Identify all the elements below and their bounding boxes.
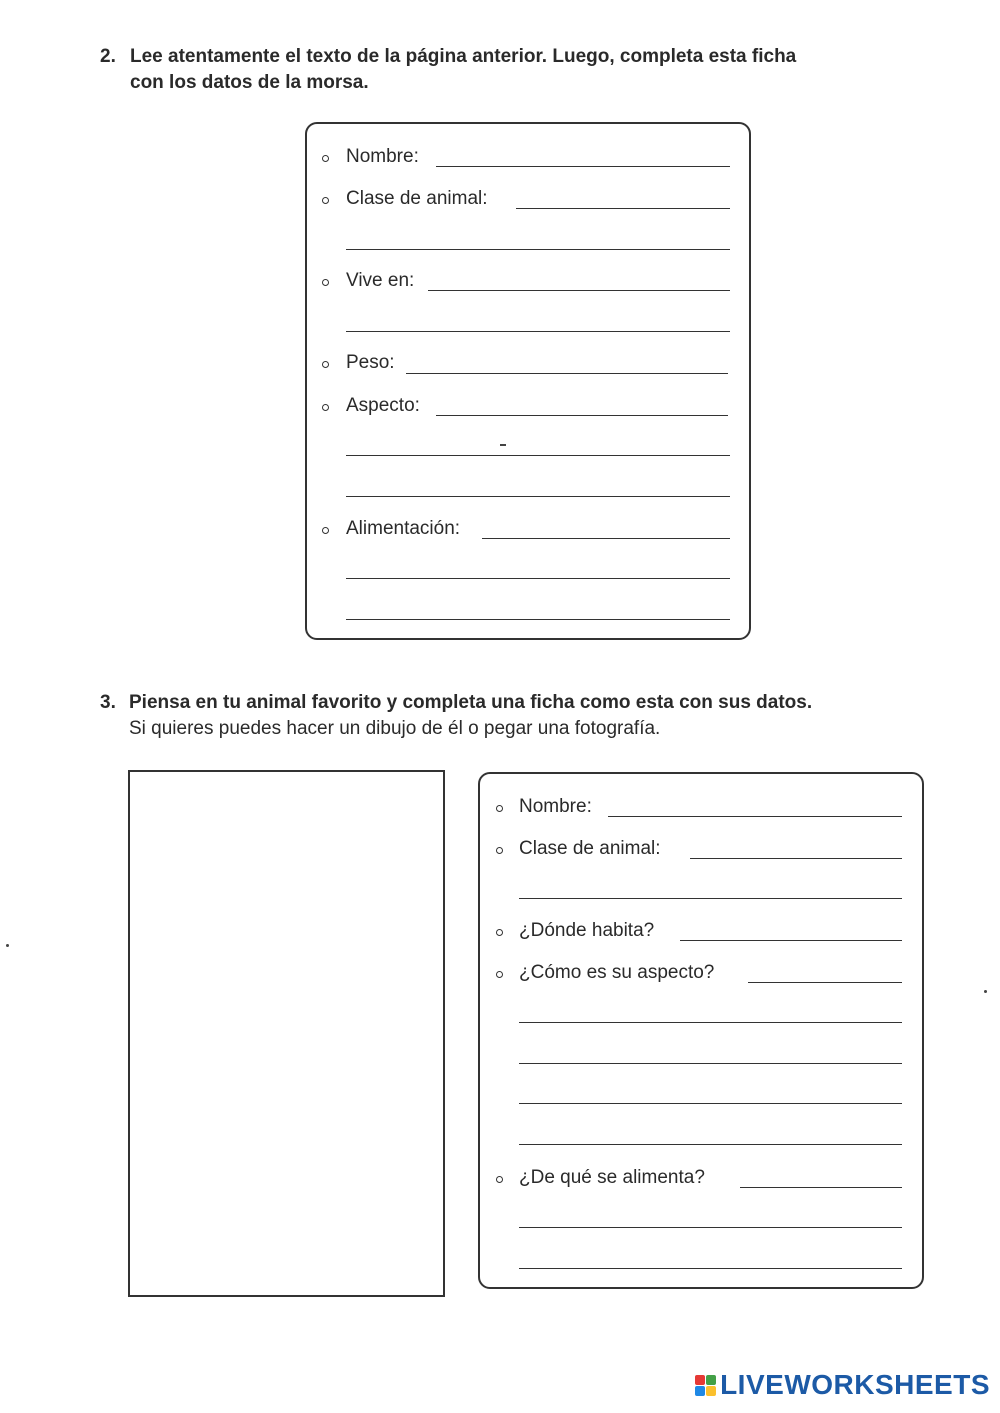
answer-line[interactable] <box>436 415 728 416</box>
brand-text: LIVEWORKSHEETS <box>720 1369 990 1400</box>
answer-line[interactable] <box>680 940 902 941</box>
answer-line[interactable] <box>428 290 730 291</box>
field-label: Aspecto: <box>346 395 420 416</box>
liveworksheets-logo <box>695 1369 990 1401</box>
field-label: Alimentación: <box>346 518 461 539</box>
bullet <box>496 847 503 854</box>
answer-line[interactable] <box>346 619 730 620</box>
field-label: Clase de animal: <box>519 838 661 859</box>
field-label: Nombre: <box>519 796 592 817</box>
answer-line[interactable] <box>519 1268 902 1269</box>
instruction-line: Si quieres puedes hacer un dibujo de él o pegar una fotografía. <box>129 718 661 739</box>
answer-line[interactable] <box>519 1144 902 1145</box>
bullet <box>496 805 503 812</box>
answer-line[interactable] <box>740 1187 902 1188</box>
answer-line[interactable] <box>519 898 902 899</box>
answer-line[interactable] <box>519 1227 902 1228</box>
answer-line[interactable] <box>519 1103 902 1104</box>
field-label: Nombre: <box>346 146 419 167</box>
answer-line[interactable] <box>748 982 902 983</box>
scan-mark <box>6 944 9 947</box>
liveworksheets-logo-icon <box>695 1375 716 1396</box>
answer-line[interactable] <box>346 331 730 332</box>
answer-line[interactable] <box>436 166 730 167</box>
answer-line[interactable] <box>690 858 902 859</box>
answer-line[interactable] <box>519 1022 902 1023</box>
answer-line[interactable] <box>346 455 730 456</box>
field-label: Clase de animal: <box>346 188 488 209</box>
field-label: Vive en: <box>346 270 415 291</box>
answer-line[interactable] <box>406 373 728 374</box>
answer-line[interactable] <box>519 1063 902 1064</box>
field-label: ¿Dónde habita? <box>519 920 655 941</box>
bullet <box>322 197 329 204</box>
field-label: ¿Cómo es su aspecto? <box>519 962 715 983</box>
bullet <box>496 971 503 978</box>
scan-mark <box>500 444 506 446</box>
answer-line[interactable] <box>346 249 730 250</box>
answer-line[interactable] <box>608 816 902 817</box>
bullet <box>496 929 503 936</box>
bullet <box>496 1176 503 1183</box>
answer-line[interactable] <box>482 538 730 539</box>
bullet <box>322 527 329 534</box>
answer-line[interactable] <box>346 496 730 497</box>
instruction-line: Lee atentamente el texto de la página anterior. Luego, completa esta ficha <box>130 46 797 67</box>
instruction-line: Piensa en tu animal favorito y completa una ficha como esta con sus datos. <box>129 692 813 713</box>
field-label: ¿De qué se alimenta? <box>519 1167 705 1188</box>
scan-mark <box>984 990 987 993</box>
exercise-number: 3. <box>100 692 116 713</box>
exercise-number: 2. <box>100 46 116 67</box>
bullet <box>322 361 329 368</box>
drawing-box[interactable] <box>128 770 445 1297</box>
bullet <box>322 155 329 162</box>
bullet <box>322 279 329 286</box>
field-label: Peso: <box>346 352 395 373</box>
answer-line[interactable] <box>346 578 730 579</box>
answer-line[interactable] <box>516 208 730 209</box>
exercise-3-instructions <box>100 690 890 742</box>
instruction-line: con los datos de la morsa. <box>130 72 369 93</box>
bullet <box>322 404 329 411</box>
exercise-2-instructions <box>100 44 880 96</box>
